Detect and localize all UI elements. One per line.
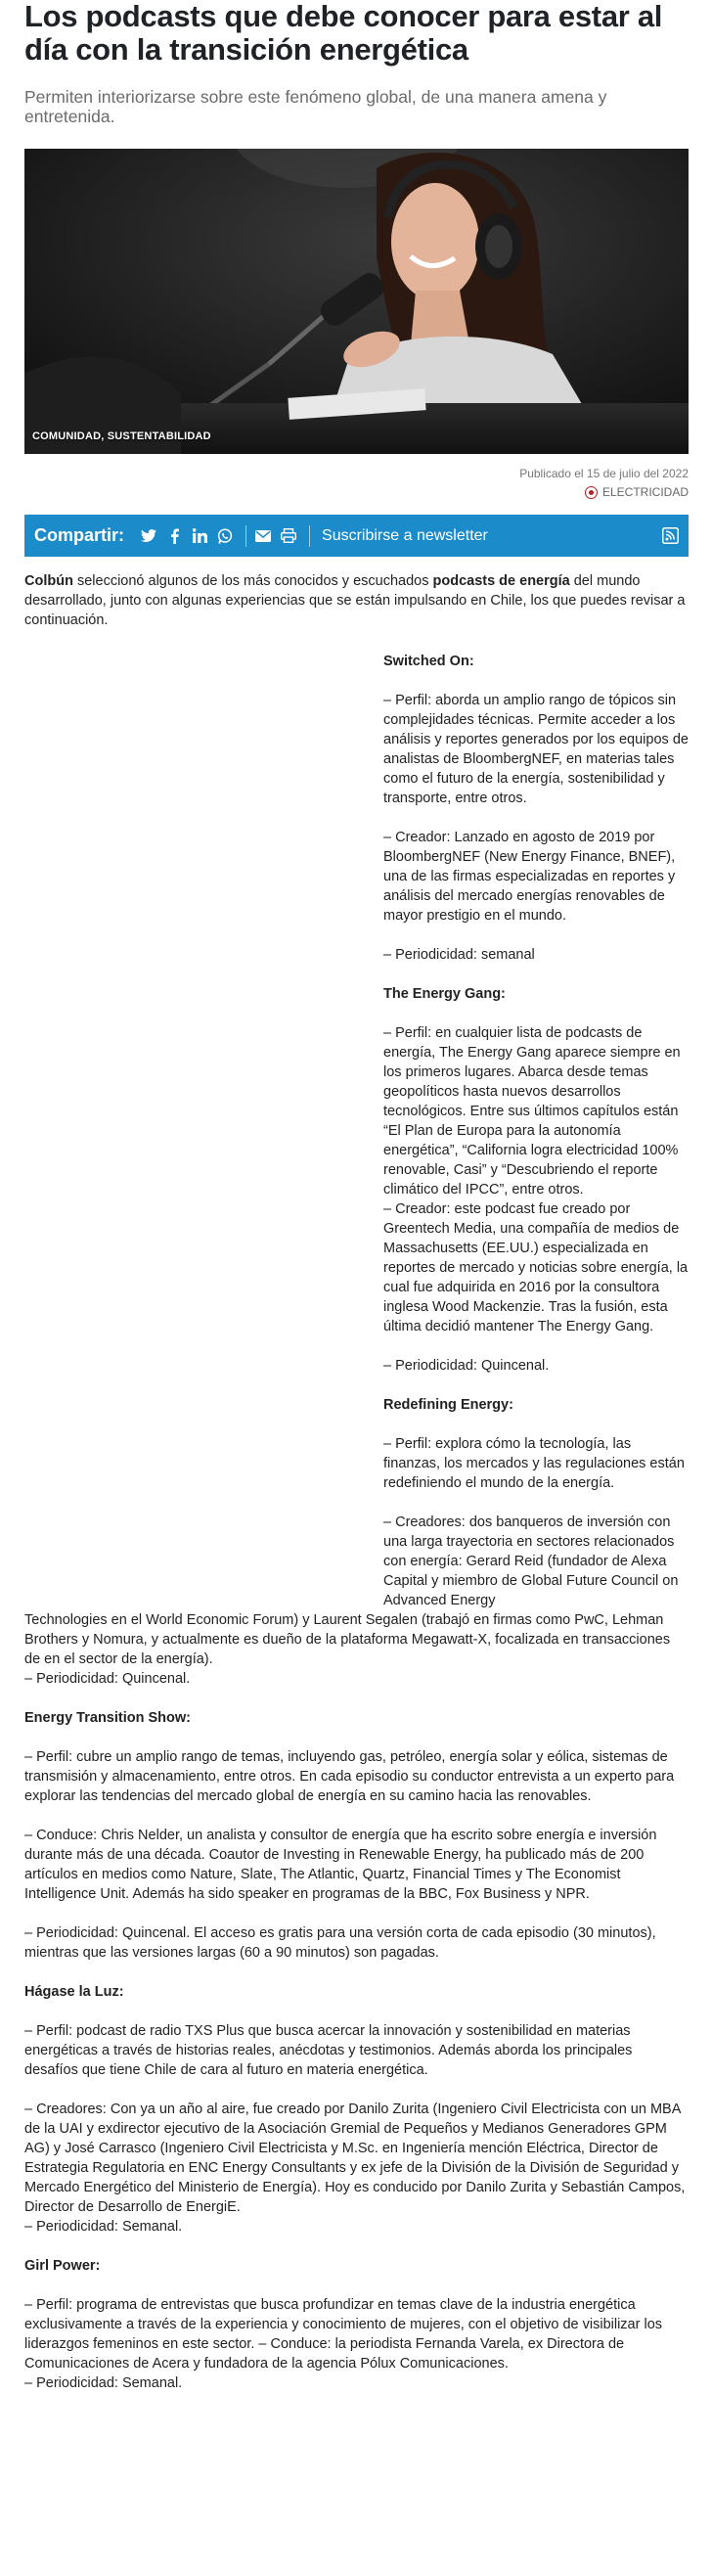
publication-date: Publicado el 15 de julio del 2022 bbox=[519, 467, 689, 480]
print-icon[interactable] bbox=[280, 527, 297, 545]
hagase-la-luz-perfil: – Perfil: podcast de radio TXS Plus que busca acercar la innovación y sostenibilidad en materias energéticas a través de historias reales, anécdotas y testimonios. Además aborda los principales desafíos que tiene Chile de cara al futuro en materia energética. bbox=[24, 2023, 633, 2078]
hagase-la-luz-periodicidad: – Periodicidad: Semanal. bbox=[24, 2219, 183, 2235]
redefining-energy-creadores-cont: Technologies en el World Economic Forum) y Laurent Segalen (trabajó en firmas como PwC, Lehman Brothers y Nomura, y actualmente es dueño de la plataforma Megawatt-X, focalizada en transacciones de en el sector de la energía). bbox=[24, 1612, 671, 1667]
share-separator bbox=[245, 525, 246, 547]
article-subtitle: Permiten interiorizarse sobre este fenómeno global, de una manera amena y entretenida. bbox=[24, 87, 607, 126]
switched-on-perfil: – Perfil: aborda un amplio rango de tópicos sin complejidades técnicas. Permite acceder a los análisis y reportes generados por los equipos de analistas de BloombergNEF, en materias tales como el futuro de la energía, sostenibilidad y transporte, entre otros. bbox=[383, 693, 689, 806]
email-icon[interactable] bbox=[254, 527, 272, 545]
category-tag-label: ELECTRICIDAD bbox=[601, 485, 689, 499]
article-title: Los podcasts que debe conocer para estar al día con la transición energética bbox=[24, 0, 663, 67]
redefining-energy-creadores: – Creadores: dos banqueros de inversión con una larga trayectoria en sectores relacionados con energía: Gerard Reid (fundador de Alexa Capital y miembro de Global Future Council on Advanced Energy bbox=[383, 1514, 679, 1608]
twitter-icon[interactable] bbox=[140, 527, 157, 545]
energy-transition-conduce: – Conduce: Chris Nelder, un analista y consultor de energía que ha escrito sobre energía e inversión durante más de una década. Coautor de Investing in Renewable Energy, ha publicado más de 200 artículos en medios como Nature, Slate, The Atlantic, Quartz, Financial Times y The Economist Intelligence Unit. Además ha sido speaker en programas de la BBC, Fox Business y NPR. bbox=[24, 1828, 657, 1902]
energy-transition-periodicidad: – Periodicidad: Quincenal. El acceso es gratis para una versión corta de cada episodio (30 minutos), mientras que las versiones largas (60 a 90 minutos) son pagadas. bbox=[24, 1925, 656, 1961]
energy-gang-perfil: – Perfil: en cualquier lista de podcasts de energía, The Energy Gang aparece siempre en los primeros lugares. Abarca desde temas geopolíticos hasta nuevos desarrollos tecnológicos. Entre sus últimos capítulos están “El Plan de Europa para la autonomía energética”, “California logra electricidad 100% renovable, Casi” y “Descubriendo el reporte climático del IPCC”, entre otros. bbox=[383, 1025, 681, 1198]
podcast-title-energy-transition-show: Energy Transition Show: bbox=[24, 1710, 191, 1726]
energy-gang-periodicidad: – Periodicidad: Quincenal. bbox=[383, 1358, 550, 1374]
girl-power-perfil: – Perfil: programa de entrevistas que busca profundizar en temas clave de la industria energética exclusivamente a través de la experiencia y conocimiento de mujeres, con el objetivo de visibilizar los liderazgos femeninos en este sector. – Conduce: la periodista Fernanda Varela, ex Directora de Comunicaciones de Acera y fundadora de la agencia Pólux Comunicaciones. bbox=[24, 2297, 663, 2372]
intro-text-1: seleccionó algunos de los más conocidos y escuchados bbox=[72, 573, 433, 589]
hero-photo-illustration bbox=[24, 149, 689, 454]
podcast-title-switched-on: Switched On: bbox=[383, 654, 474, 669]
intro-highlight: podcasts de energía bbox=[432, 573, 570, 589]
share-bar bbox=[24, 515, 689, 557]
whatsapp-icon[interactable] bbox=[216, 527, 234, 545]
podcast-title-girl-power: Girl Power: bbox=[24, 2258, 101, 2274]
hero-category-label[interactable]: COMUNIDAD, SUSTENTABILIDAD bbox=[32, 430, 211, 442]
intro-paragraph bbox=[24, 571, 690, 630]
podcast-title-energy-gang: The Energy Gang: bbox=[383, 986, 506, 1002]
energy-transition-perfil: – Perfil: cubre un amplio rango de temas, incluyendo gas, petróleo, energía solar y eólica, sistemas de transmisión y almacenamiento, entre otros. En cada episodio su conductor entrevista a un experto para explorar las tendencias del mercado global de energía en su camino hacia las renovables. bbox=[24, 1749, 675, 1804]
girl-power-periodicidad: – Periodicidad: Semanal. bbox=[24, 2375, 183, 2391]
energy-gang-creador: – Creador: este podcast fue creado por Greentech Media, una compañía de medios de Massachusetts (EE.UU.) especializada en reportes de mercado y noticias sobre energía, la cual fue adquirida en 2016 por la consultora inglesa Wood Mackenzie. Tras la fusión, esta última decidió mantener The Energy Gang. bbox=[383, 1201, 689, 1334]
intro-brand: Colbún bbox=[24, 573, 73, 589]
podcast-title-hagase-la-luz: Hágase la Luz: bbox=[24, 1984, 124, 2000]
newsletter-link[interactable]: Suscribirse a newsletter bbox=[322, 526, 488, 544]
intro-text-2: del mundo desarrollado, junto con algunas experiencias que se están impulsando en Chile, los que puedes revisar a continuación. bbox=[24, 573, 686, 628]
hero-image bbox=[24, 149, 689, 454]
hagase-la-luz-creadores: – Creadores: Con ya un año al aire, fue creado por Danilo Zurita (Ingeniero Civil Electricista con un MBA de la UAI y exdirector ejecutivo de la Asociación Gremial de Pequeños y Medianos Generadores GPM AG) y José Carrasco (Ingeniero Civil Electricista y M.Sc. en Ingeniería mención Eléctrica, Director de Estrategia Regulatoria en ENC Energy Consultants y ex jefe de la División de la División de Seguridad y Mercado Energético del Ministerio de Energía). Hoy es conducido por Danilo Zurita y Sebastián Campos, Director de Desarrollo de EnergiE. bbox=[24, 2101, 686, 2215]
share-separator bbox=[309, 525, 310, 547]
rss-icon[interactable] bbox=[662, 527, 679, 544]
switched-on-periodicidad: – Periodicidad: semanal bbox=[383, 947, 535, 963]
redefining-energy-perfil: – Perfil: explora cómo la tecnología, las finanzas, los mercados y las regulaciones están redefiniendo el mundo de la energía. bbox=[383, 1436, 685, 1491]
category-tag[interactable] bbox=[585, 485, 689, 499]
share-label: Compartir: bbox=[34, 525, 125, 545]
switched-on-creador: – Creador: Lanzado en agosto de 2019 por BloombergNEF (New Energy Finance, BNEF), una de las firmas especializadas en reportes y análisis del mercado energías renovables de mayor prestigio en el mundo. bbox=[383, 830, 676, 924]
podcast-title-redefining-energy: Redefining Energy: bbox=[383, 1397, 513, 1413]
redefining-energy-periodicidad: – Periodicidad: Quincenal. bbox=[24, 1671, 191, 1687]
bolt-icon bbox=[585, 486, 598, 499]
linkedin-icon[interactable] bbox=[191, 527, 208, 545]
facebook-icon[interactable] bbox=[165, 527, 183, 545]
